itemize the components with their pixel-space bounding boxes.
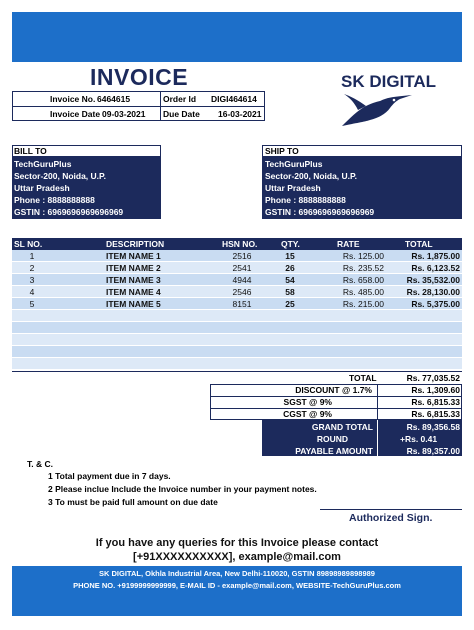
cell-desc: ITEM NAME 2 <box>106 263 161 273</box>
cell-total: Rs. 1,875.00 <box>411 251 460 261</box>
round-label: ROUND <box>316 434 348 444</box>
order-id-label: Order Id <box>163 94 197 104</box>
payable-value: Rs. 89,357.00 <box>406 446 460 456</box>
signature-line <box>320 509 462 510</box>
bill-to-heading: BILL TO <box>14 146 47 156</box>
order-id-value: DIGI464614 <box>211 94 257 104</box>
cell-rate: Rs. 658.00 <box>342 275 384 285</box>
table-row <box>12 310 462 322</box>
cell-hsn: 4944 <box>232 275 252 285</box>
ship-to-heading: SHIP TO <box>265 146 299 156</box>
invoice-date-label: Invoice Date <box>50 109 101 119</box>
cell-sl: 3 <box>29 275 35 285</box>
cell-total: Rs. 35,532.00 <box>406 275 460 285</box>
footer-line-1: SK DIGITAL, Okhla Industrial Area, New Delhi-110020, GSTIN 89898989898989 <box>99 569 375 578</box>
cell-sl: 4 <box>29 287 35 297</box>
cell-sl: 1 <box>29 251 35 261</box>
cell-total: Rs. 5,375.00 <box>411 299 460 309</box>
cell-desc: ITEM NAME 4 <box>106 287 161 297</box>
ship-to-address1: Sector-200, Noida, U.P. <box>265 171 357 181</box>
cell-desc: ITEM NAME 1 <box>106 251 161 261</box>
bill-to-address1: Sector-200, Noida, U.P. <box>14 171 106 181</box>
cell-qty: 15 <box>285 251 295 261</box>
grand-total-value: Rs. 89,356.58 <box>406 422 460 432</box>
cell-desc: ITEM NAME 3 <box>106 275 161 285</box>
hummingbird-logo-icon <box>336 92 416 128</box>
bill-to-phone: Phone : 8888888888 <box>14 195 95 205</box>
terms-item-3: 3 To must be paid full amount on due date <box>48 497 218 507</box>
terms-item-2: 2 Please inclue Include the Invoice number in your payment notes. <box>48 484 317 494</box>
invoice-no-label: Invoice No. <box>50 94 96 104</box>
col-hsn-header: HSN NO. <box>222 239 258 249</box>
cgst-value: Rs. 6,815.33 <box>411 409 460 419</box>
brand-name: SK DIGITAL <box>341 72 437 91</box>
payable-label: PAYABLE AMOUNT <box>295 446 373 456</box>
terms-heading: T. & C. <box>27 459 53 469</box>
ship-to-name: TechGuruPlus <box>265 159 323 169</box>
bill-to-name: TechGuruPlus <box>14 159 72 169</box>
discount-label: DISCOUNT @ 1.7% <box>295 385 372 395</box>
due-date-value: 16-03-2021 <box>218 109 262 119</box>
cell-total: Rs. 28,130.00 <box>406 287 460 297</box>
col-rate-header: RATE <box>337 239 360 249</box>
cell-sl: 5 <box>29 299 35 309</box>
col-desc-header: DESCRIPTION <box>106 239 165 249</box>
cell-rate: Rs. 125.00 <box>342 251 384 261</box>
footer-line-2: PHONE NO. +9199999999999, E-MAIL ID - example@mail.com, WEBSITE-TechGuruPlus.com <box>73 581 401 590</box>
cell-hsn: 8151 <box>232 299 252 309</box>
ship-to-phone: Phone : 8888888888 <box>265 195 346 205</box>
total-value: Rs. 77,035.52 <box>406 373 460 383</box>
cell-qty: 25 <box>285 299 295 309</box>
invoice-no-value: 6464615 <box>97 94 131 104</box>
cell-sl: 2 <box>29 263 35 273</box>
cell-rate: Rs. 215.00 <box>342 299 384 309</box>
round-value: +Rs. 0.41 <box>400 434 438 444</box>
cell-qty: 26 <box>285 263 295 273</box>
cell-total: Rs. 6,123.52 <box>411 263 460 273</box>
sgst-label: SGST @ 9% <box>283 397 332 407</box>
cell-hsn: 2541 <box>232 263 252 273</box>
contact-line-1: If you have any queries for this Invoice please contact <box>95 537 379 549</box>
discount-value: Rs. 1,309.60 <box>411 385 460 395</box>
cell-rate: Rs. 235.52 <box>342 263 384 273</box>
cgst-label: CGST @ 9% <box>283 409 332 419</box>
authorized-sign: Authorized Sign. <box>349 512 433 524</box>
sgst-value: Rs. 6,815.33 <box>411 397 460 407</box>
due-date-label: Due Date <box>163 109 200 119</box>
table-row <box>12 334 462 346</box>
bill-to-address2: Uttar Pradesh <box>14 183 70 193</box>
grand-total-label: GRAND TOTAL <box>311 422 373 432</box>
cell-hsn: 2516 <box>232 251 252 261</box>
cell-rate: Rs. 485.00 <box>342 287 384 297</box>
cell-qty: 54 <box>285 275 295 285</box>
table-row <box>12 322 462 334</box>
invoice-date-value: 09-03-2021 <box>102 109 146 119</box>
contact-line-2: [+91XXXXXXXXXX], example@mail.com <box>133 551 341 563</box>
col-total-header: TOTAL <box>405 239 433 249</box>
col-qty-header: QTY. <box>281 239 300 249</box>
ship-to-gstin: GSTIN : 6969696969696969 <box>265 207 375 217</box>
header-band <box>12 12 462 62</box>
table-row <box>12 358 462 370</box>
table-row <box>12 346 462 358</box>
cell-desc: ITEM NAME 5 <box>106 299 161 309</box>
page-title: INVOICE <box>90 64 189 90</box>
cell-hsn: 2546 <box>232 287 252 297</box>
total-label: TOTAL <box>349 373 377 383</box>
bill-to-gstin: GSTIN : 6969696969696969 <box>14 207 124 217</box>
col-sl-header: SL NO. <box>14 239 43 249</box>
terms-item-1: 1 Total payment due in 7 days. <box>48 471 171 481</box>
cell-qty: 58 <box>285 287 295 297</box>
ship-to-address2: Uttar Pradesh <box>265 183 321 193</box>
